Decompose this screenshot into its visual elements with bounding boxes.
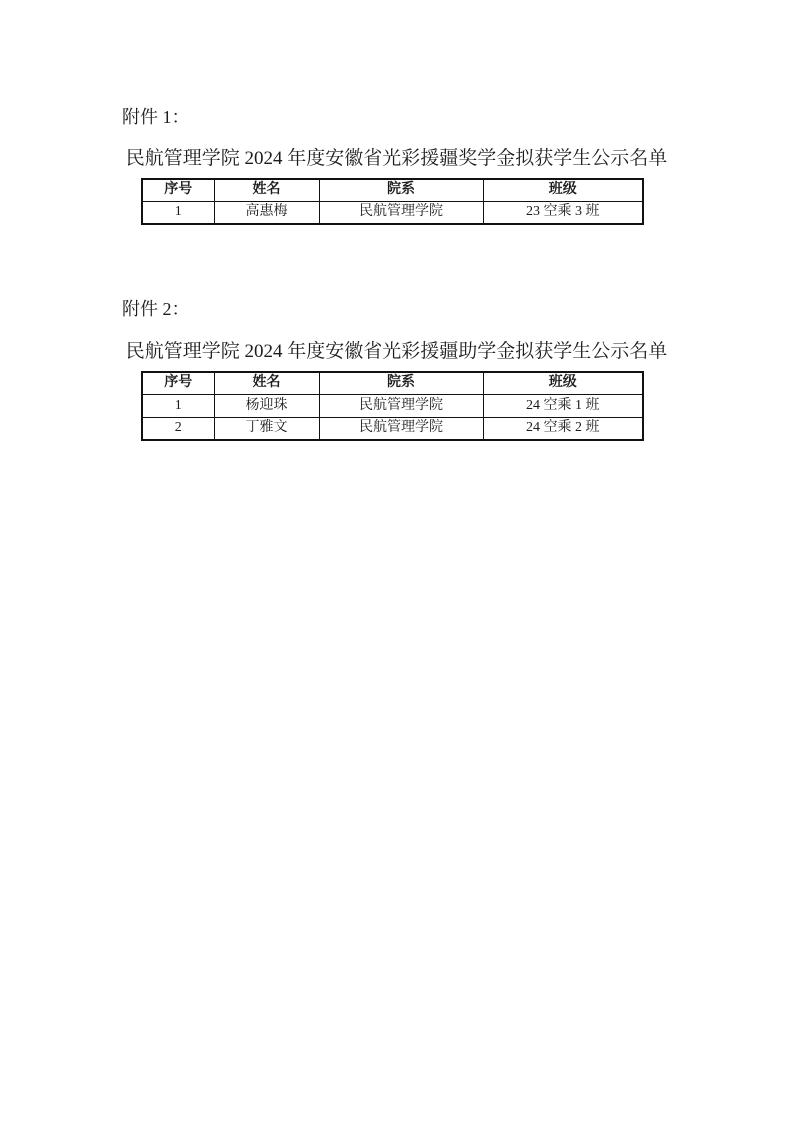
- cell-name: 杨迎珠: [214, 394, 319, 417]
- header-class: 班级: [483, 179, 643, 201]
- attachment-1-table: [141, 178, 644, 225]
- table-row: [142, 417, 643, 440]
- header-name: 姓名: [214, 372, 319, 394]
- cell-dept: 民航管理学院: [319, 201, 483, 224]
- attachment-1-label: 附件 1：: [122, 107, 190, 127]
- header-dept: 院系: [319, 179, 483, 201]
- header-seq: 序号: [142, 372, 214, 394]
- header-row: [142, 372, 643, 394]
- attachment-1-table-body: [142, 201, 643, 224]
- attachment-2-label: 附件 2：: [122, 299, 190, 319]
- cell-seq: 2: [142, 417, 214, 440]
- attachment-2-table-head: [142, 372, 643, 394]
- attachment-1-title: 民航管理学院 2024 年度安徽省光彩援疆奖学金拟获学生公示名单: [125, 148, 668, 169]
- cell-name: 高惠梅: [214, 201, 319, 224]
- cell-name: 丁雅文: [214, 417, 319, 440]
- attachment-2-table: [141, 371, 644, 441]
- table-row: [142, 201, 643, 224]
- cell-class: 24 空乘 2 班: [483, 417, 643, 440]
- header-dept: 院系: [319, 372, 483, 394]
- attachment-2-title: 民航管理学院 2024 年度安徽省光彩援疆助学金拟获学生公示名单: [125, 341, 668, 362]
- header-name: 姓名: [214, 179, 319, 201]
- cell-dept: 民航管理学院: [319, 394, 483, 417]
- table-row: [142, 394, 643, 417]
- cell-class: 23 空乘 3 班: [483, 201, 643, 224]
- cell-dept: 民航管理学院: [319, 417, 483, 440]
- header-row: [142, 179, 643, 201]
- cell-class: 24 空乘 1 班: [483, 394, 643, 417]
- cell-seq: 1: [142, 201, 214, 224]
- attachment-2-table-body: [142, 394, 643, 440]
- cell-seq: 1: [142, 394, 214, 417]
- header-class: 班级: [483, 372, 643, 394]
- header-seq: 序号: [142, 179, 214, 201]
- attachment-1-table-head: [142, 179, 643, 201]
